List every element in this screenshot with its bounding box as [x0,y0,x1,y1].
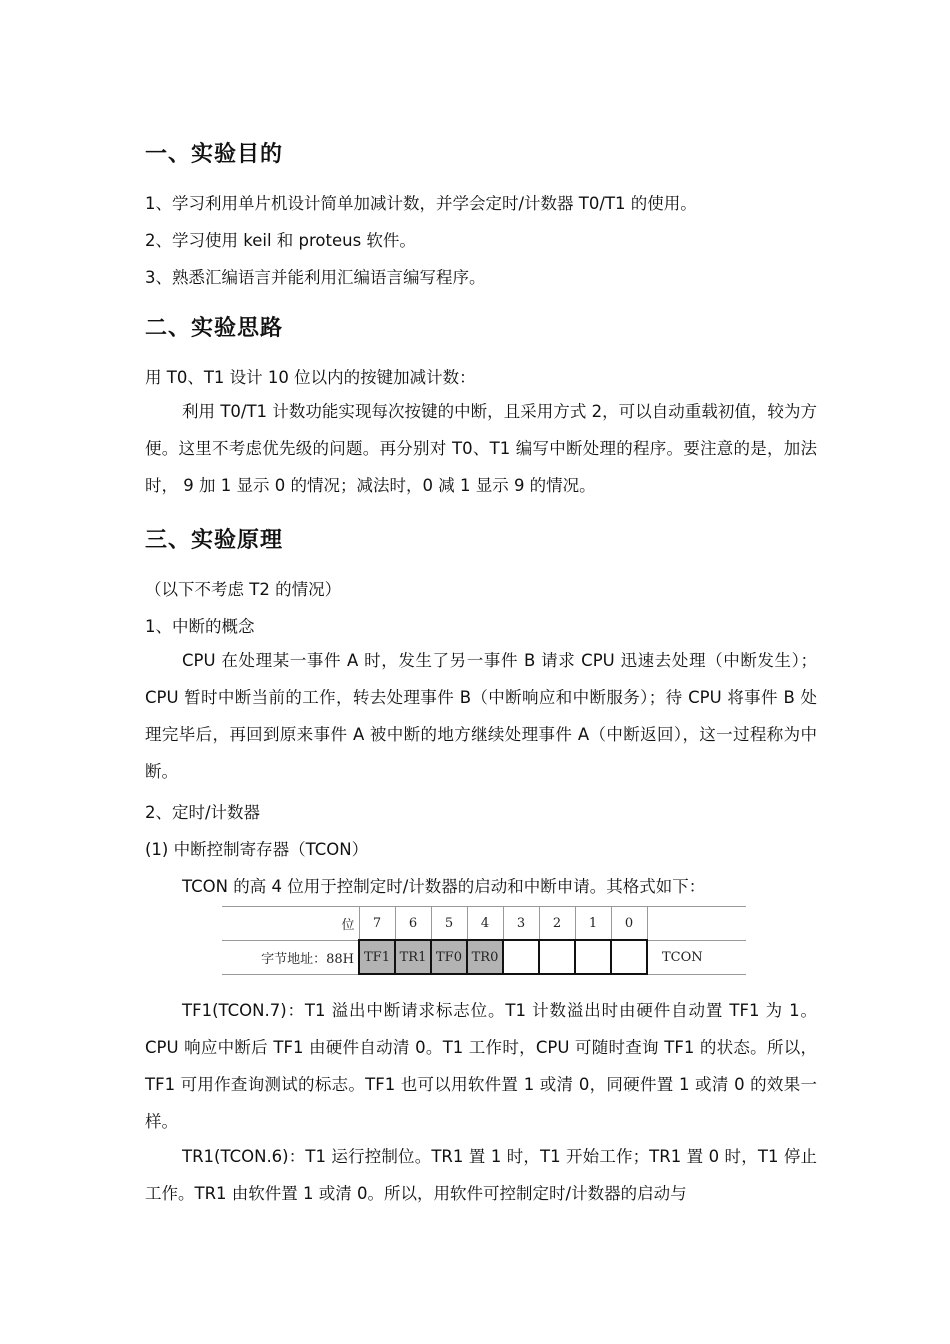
empty-cell [647,907,746,941]
field-bit-3 [503,940,539,974]
bit-0: 0 [611,907,647,941]
bit-7: 7 [359,907,395,941]
principle-item-2: 2、定时/计数器 [145,803,261,822]
tr1-paragraph: TR1(TCON.6)：T1 运行控制位。TR1 置 1 时，T1 开始工作；TR1 置 0 时，T1 停止工作。TR1 由软件置 1 或清 0。所以，用软件可控制定时/计数器的启动与 [145,1147,817,1203]
principle-note: （以下不考虑 T2 的情况） [145,580,342,599]
bit-4: 4 [467,907,503,941]
tcon-description: TCON 的高 4 位用于控制定时/计数器的启动和中断申请。其格式如下： [182,877,706,896]
bit-2: 2 [539,907,575,941]
objective-item-2: 2、学习使用 keil 和 proteus 软件。 [145,231,416,250]
bit-1: 1 [575,907,611,941]
field-tr0: TR0 [467,940,503,974]
section3-heading: 三、实验原理 [145,528,284,553]
field-tr1: TR1 [395,940,431,974]
bit-3: 3 [503,907,539,941]
section1-heading: 一、实验目的 [145,142,284,167]
objective-item-3: 3、熟悉汇编语言并能利用汇编语言编写程序。 [145,268,486,287]
idea-intro: 用 T0、T1 设计 10 位以内的按键加减计数： [145,368,476,387]
field-bit-1 [575,940,611,974]
field-bit-0 [611,940,647,974]
byte-address-label: 字节地址：88H [222,940,359,974]
field-tf0: TF0 [431,940,467,974]
section2-heading: 二、实验思路 [145,316,284,341]
objective-item-1: 1、学习利用单片机设计简单加减计数，并学会定时/计数器 T0/T1 的使用。 [145,194,697,213]
register-name: TCON [647,940,746,974]
bit-6: 6 [395,907,431,941]
tcon-register-table [222,906,746,975]
idea-paragraph: 利用 T0/T1 计数功能实现每次按键的中断，且采用方式 2，可以自动重载初值，较为方便。这里不考虑优先级的问题。再分别对 T0、T1 编写中断处理的程序。要注意的是，加法时， 9 加 1 显示 0 的情况；减法时，0 减 1 显示 9 的情况。 [145,402,817,495]
tcon-subheading: (1) 中断控制寄存器（TCON） [145,840,369,859]
field-bit-2 [539,940,575,974]
tf1-paragraph: TF1(TCON.7)：T1 溢出中断请求标志位。T1 计数溢出时由硬件自动置 TF1 为 1。CPU 响应中断后 TF1 由硬件自动清 0。T1 工作时，CPU 可随时查询 TF1 的状态。所以，TF1 可用作查询测试的标志。TF1 也可以用软件置 1 或清 0，同硬件置 1 或清 0 的效果一样。 [145,1001,817,1131]
bit-row-label: 位 [222,907,359,941]
field-tf1: TF1 [359,940,395,974]
field-row [222,940,746,974]
principle-item-1: 1、中断的概念 [145,617,255,636]
interrupt-paragraph: CPU 在处理某一事件 A 时，发生了另一事件 B 请求 CPU 迅速去处理（中断发生）；CPU 暂时中断当前的工作，转去处理事件 B（中断响应和中断服务）；待 CPU 将事件 B 处理完毕后，再回到原来事件 A 被中断的地方继续处理事件 A（中断返回），这一过程称为中断。 [145,651,817,781]
bit-5: 5 [431,907,467,941]
bit-number-row [222,907,746,941]
